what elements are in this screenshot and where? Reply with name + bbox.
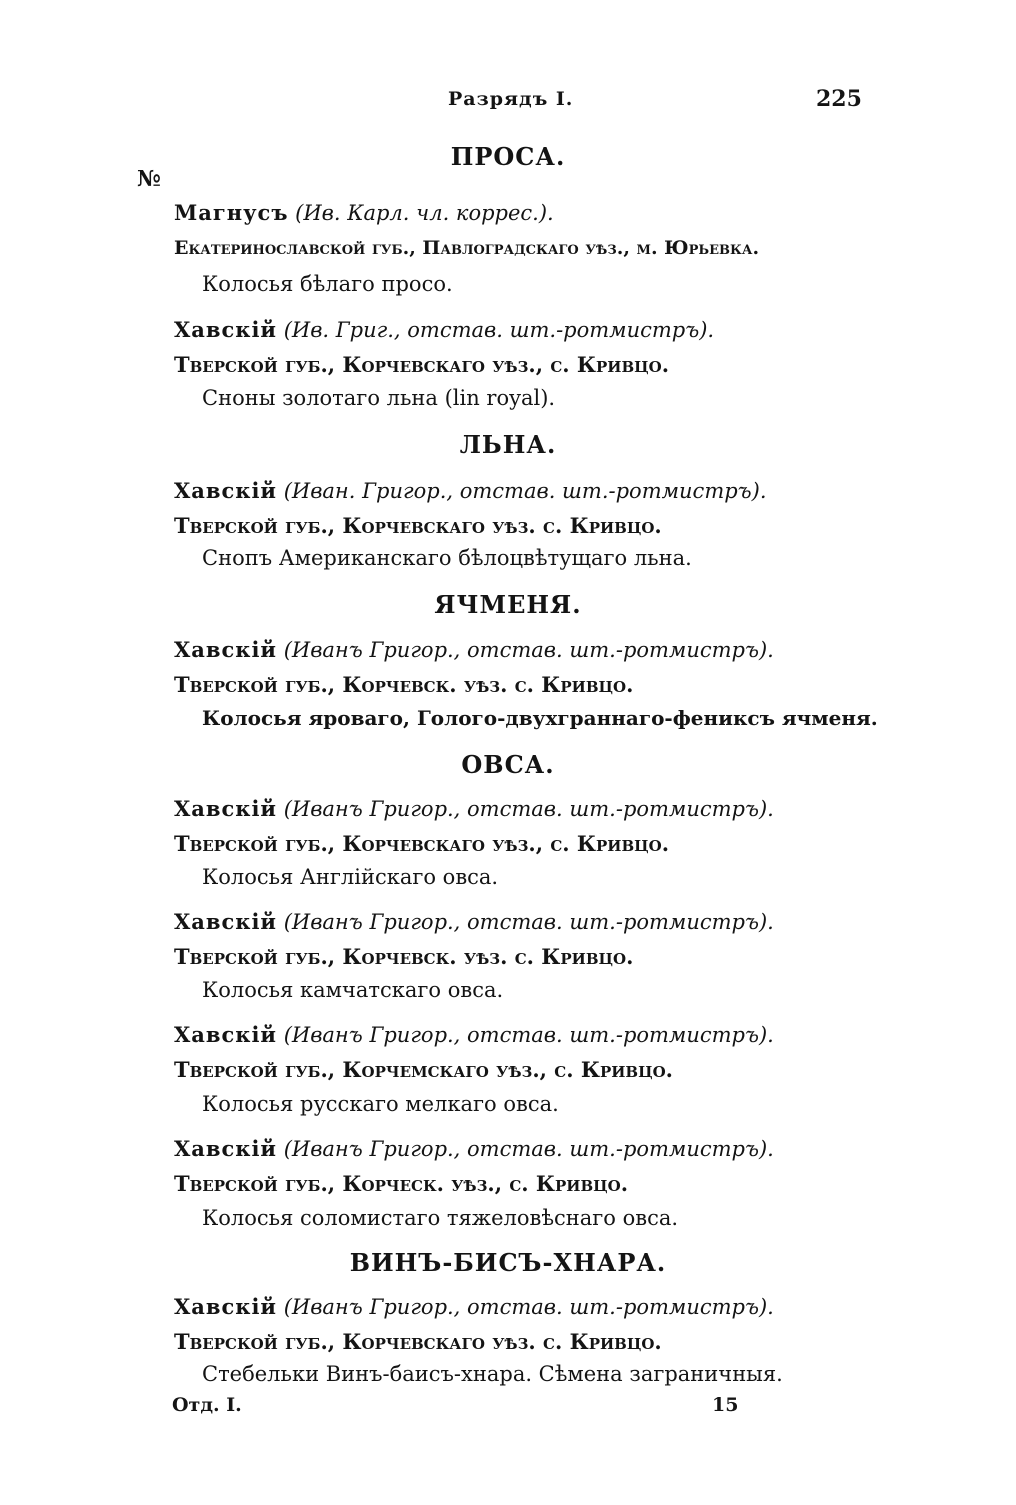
exhibitor-title: (Иванъ Григор., отстав. шт.-ротмистръ). — [283, 1023, 774, 1047]
exhibitor-name: Хавскій — [174, 1022, 277, 1047]
entry-header — [174, 317, 714, 342]
exhibitor-title: (Иванъ Григор., отстав. шт.-ротмистръ). — [283, 1137, 774, 1161]
entry-header — [174, 637, 774, 662]
exhibitor-title: (Иван. Григор., отстав. шт.-ротмистръ). — [283, 479, 767, 503]
exhibitor-name: Магнусъ — [174, 200, 289, 225]
numero-sign: № — [137, 166, 161, 192]
section-heading-yachmenya: ЯЧМЕНЯ. — [434, 590, 582, 619]
exhibit-item: Колосья Англійскаго овса. — [202, 865, 499, 889]
entry-header — [174, 796, 774, 821]
entry-header — [174, 909, 774, 934]
exhibitor-title: (Ив. Карл. чл. коррес.). — [295, 201, 554, 225]
running-head: Разрядъ I. — [448, 88, 574, 110]
exhibitor-place: Тверской губ., Корческ. уѣз., с. Кривцо. — [174, 1171, 629, 1196]
exhibitor-name: Хавскій — [174, 478, 277, 503]
exhibitor-place: Тверской губ., Корчевск. уѣз. с. Кривцо. — [174, 672, 634, 697]
exhibitor-place: Тверской губ., Корчевскаго уѣз. с. Кривцо. — [174, 1329, 662, 1354]
exhibitor-place: Тверской губ., Корчевскаго уѣз., с. Кривцо. — [174, 352, 670, 377]
exhibitor-title: (Иванъ Григор., отстав. шт.-ротмистръ). — [283, 1295, 774, 1319]
page-number: 225 — [816, 86, 862, 112]
exhibitor-place: Екатеринославской губ., Павлоградскаго уѣз., м. Юрьевка. — [174, 237, 760, 259]
exhibitor-title: (Иванъ Григор., отстав. шт.-ротмистръ). — [283, 638, 774, 662]
sheet-number: 15 — [712, 1394, 739, 1416]
section-heading-ovsa: ОВСА. — [461, 750, 555, 779]
exhibitor-name: Хавскій — [174, 796, 277, 821]
signature-mark: Отд. I. — [172, 1394, 242, 1416]
exhibitor-name: Хавскій — [174, 317, 277, 342]
entry-header — [174, 1294, 774, 1319]
exhibit-item: Колосья бѣлаго просо. — [202, 272, 453, 296]
exhibitor-name: Хавскій — [174, 637, 277, 662]
entry-header — [174, 200, 554, 225]
exhibitor-name: Хавскій — [174, 1136, 277, 1161]
exhibitor-title: (Иванъ Григор., отстав. шт.-ротмистръ). — [283, 797, 774, 821]
entry-header — [174, 1136, 774, 1161]
section-heading-prosa: ПРОСА. — [450, 142, 566, 171]
exhibit-item: Снопъ Американскаго бѣлоцвѣтущаго льна. — [202, 546, 692, 570]
exhibit-item: Стебельки Винъ-баисъ-хнара. Сѣмена заграничныя. — [202, 1362, 783, 1386]
exhibit-item: Колосья русскаго мелкаго овса. — [202, 1092, 559, 1116]
exhibitor-name: Хавскій — [174, 909, 277, 934]
exhibitor-place: Тверской губ., Корчевскаго уѣз., с. Кривцо. — [174, 831, 670, 856]
exhibitor-place: Тверской губ., Корчемскаго уѣз., с. Кривцо. — [174, 1057, 673, 1082]
exhibit-item: Колосья камчатскаго овса. — [202, 978, 504, 1002]
exhibitor-name: Хавскій — [174, 1294, 277, 1319]
exhibit-item: Сноны золотаго льна (lin royal). — [202, 386, 556, 410]
exhibitor-title: (Иванъ Григор., отстав. шт.-ротмистръ). — [283, 910, 774, 934]
exhibitor-title: (Ив. Григ., отстав. шт.-ротмистръ). — [283, 318, 715, 342]
exhibitor-place: Тверской губ., Корчевскаго уѣз. с. Кривцо. — [174, 513, 662, 538]
entry-header — [174, 478, 767, 503]
exhibit-item: Колосья яроваго, Голого-двухграннаго-фениксъ ячменя. — [202, 706, 878, 730]
section-heading-lna: ЛЬНА. — [459, 430, 557, 459]
entry-header — [174, 1022, 774, 1047]
exhibit-item: Колосья соломистаго тяжеловѣснаго овса. — [202, 1206, 679, 1230]
exhibitor-place: Тверской губ., Корчевск. уѣз. с. Кривцо. — [174, 944, 634, 969]
section-heading-vin-bis-khnara: ВИНЪ-БИСЪ-ХНАРА. — [349, 1248, 667, 1277]
